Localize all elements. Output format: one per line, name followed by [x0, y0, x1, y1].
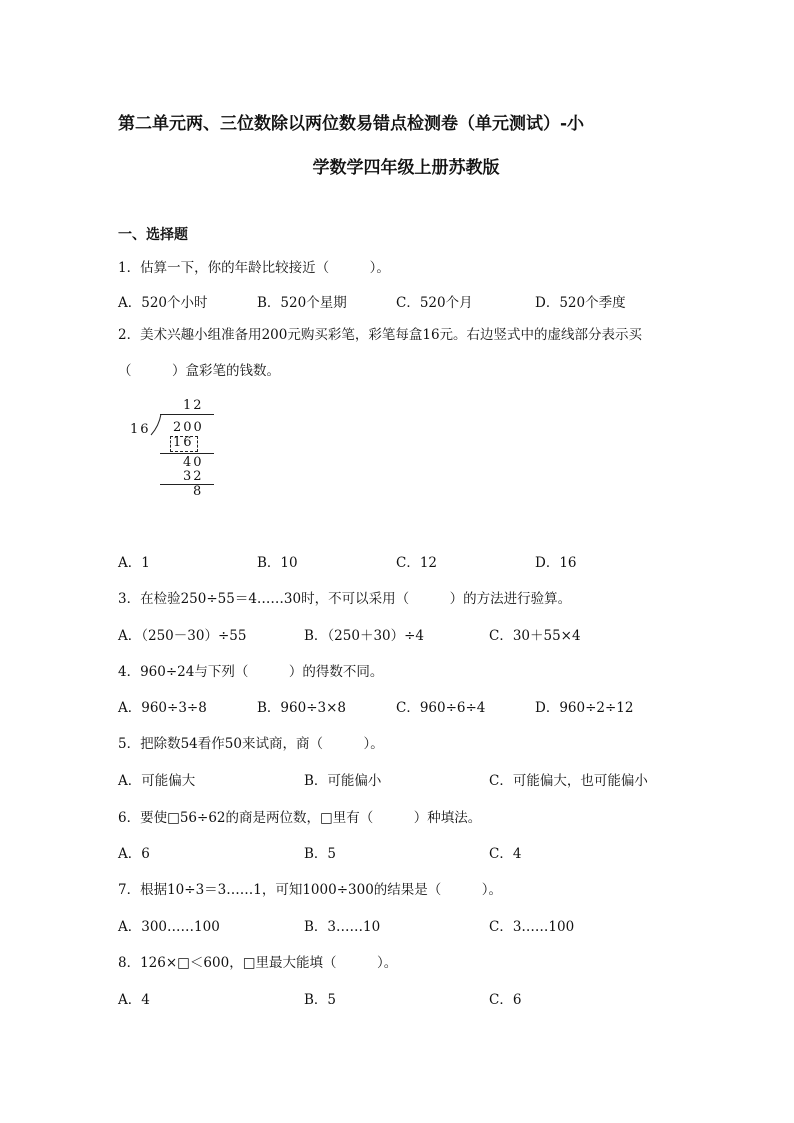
question-3-stem: 3．在检验250÷55＝4……30时，不可以采用（ ）的方法进行验算。	[118, 591, 572, 607]
division-line-2	[160, 484, 214, 485]
title-line-2: 学数学四年级上册苏教版	[312, 158, 500, 178]
q4-option-d[interactable]: D．960÷2÷12	[535, 700, 634, 716]
q1-option-c[interactable]: C．520个月	[396, 295, 473, 311]
document-title	[118, 102, 694, 190]
q2-option-b[interactable]: B．10	[257, 555, 298, 571]
q8-option-b[interactable]: B．5	[304, 992, 337, 1008]
q5-option-a[interactable]: A．可能偏大	[118, 773, 196, 789]
q2-option-a[interactable]: A．1	[118, 555, 150, 571]
q8-option-c[interactable]: C．6	[489, 992, 522, 1008]
q3-option-b[interactable]: B．（250＋30）÷4	[304, 628, 425, 644]
question-2-stem: 2．美术兴趣小组准备用200元购买彩笔，彩笔每盒16元。右边竖式中的虚线部分表示买	[118, 327, 643, 343]
q1-option-b[interactable]: B．520个星期	[257, 295, 347, 311]
long-division-figure	[125, 398, 225, 498]
division-divisor: 16	[130, 422, 151, 437]
section-heading: 一、选择题	[118, 227, 188, 243]
division-remainder: 8	[193, 484, 204, 499]
question-4-stem: 4．960÷24与下列（ ）的得数不同。	[118, 664, 384, 680]
q8-option-a[interactable]: A．4	[118, 992, 150, 1008]
q7-option-b[interactable]: B．3……10	[304, 919, 381, 935]
division-product-1: 16	[173, 435, 194, 450]
q1-option-d[interactable]: D．520个季度	[535, 295, 626, 311]
question-7-stem: 7．根据10÷3＝3……1，可知1000÷300的结果是（ ）。	[118, 882, 503, 898]
question-8-stem: 8．126×□＜600，□里最大能填（ ）。	[118, 955, 398, 971]
q6-option-b[interactable]: B．5	[304, 846, 337, 862]
division-product-2: 32	[183, 469, 204, 484]
division-quotient: 12	[183, 398, 204, 413]
question-2-stem-cont: （ ）盒彩笔的钱数。	[118, 363, 280, 379]
q4-option-b[interactable]: B．960÷3×8	[257, 700, 346, 716]
q3-option-c[interactable]: C．30＋55×4	[489, 628, 581, 644]
q3-option-a[interactable]: A．（250－30）÷55	[118, 628, 247, 644]
q6-option-a[interactable]: A．6	[118, 846, 150, 862]
q4-option-c[interactable]: C．960÷6÷4	[396, 700, 486, 716]
division-bar	[160, 414, 214, 415]
division-remainder-1: 40	[183, 455, 204, 470]
q4-option-a[interactable]: A．960÷3÷8	[118, 700, 207, 716]
q7-option-a[interactable]: A．300……100	[118, 919, 220, 935]
q5-option-c[interactable]: C．可能偏大，也可能偏小	[489, 773, 648, 789]
title-line-1: 第二单元两、三位数除以两位数易错点检测卷（单元测试）-小	[118, 114, 585, 134]
q2-option-c[interactable]: C．12	[396, 555, 438, 571]
q1-option-a[interactable]: A．520个小时	[118, 295, 208, 311]
question-6-stem: 6．要使□56÷62的商是两位数，□里有（ ）种填法。	[118, 810, 482, 826]
q6-option-c[interactable]: C．4	[489, 846, 522, 862]
question-1-stem: 1．估算一下，你的年龄比较接近（ ）。	[118, 260, 390, 276]
q5-option-b[interactable]: B．可能偏小	[304, 773, 382, 789]
q2-option-d[interactable]: D．16	[535, 555, 577, 571]
q7-option-c[interactable]: C．3……100	[489, 919, 575, 935]
division-dividend: 200	[173, 420, 204, 435]
question-5-stem: 5．把除数54看作50来试商，商（ ）。	[118, 736, 384, 752]
division-line-1	[160, 453, 214, 454]
